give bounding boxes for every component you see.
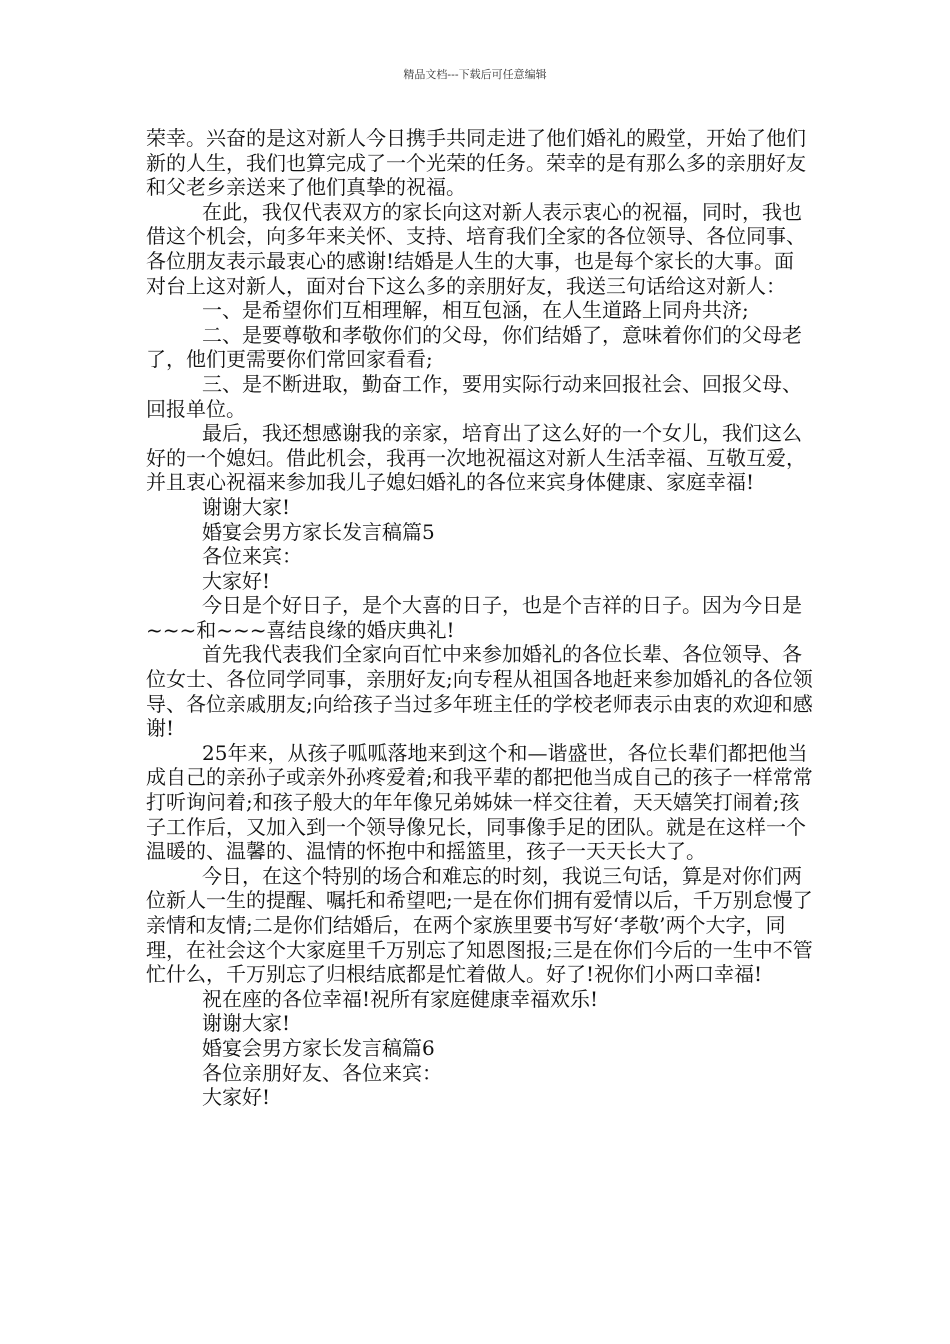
paragraph: 各位来宾： [202,544,302,569]
paragraph: 谢谢大家! [202,1011,291,1036]
paragraph: 首先我代表我们全家向百忙中来参加婚礼的各位长辈、各位领导、各位女士、各位同学同事，亲朋好友;向专程从祖国各地赶来参加婚礼的各位领导、各位亲戚朋友;向给孩子当过多年班主任的学校老师表示由衷的欢迎和感谢! [146,642,813,741]
paragraph: 二、是要尊敬和孝敬你们的父母，你们结婚了，意味着你们的父母老了，他们更需要你们常回家看看; [146,322,802,372]
paragraph: 最后，我还想感谢我的亲家，培育出了这么好的一个女儿，我们这么好的一个媳妇。借此机会，我再一次地祝福这对新人生活幸福、互敬互爱，并且衷心祝福来参加我儿子媳妇婚礼的各位来宾身体健康、家庭幸福! [146,421,806,495]
paragraph: 今日，在这个特别的场合和难忘的时刻，我说三句话，算是对你们两位新人一生的提醒、嘱托和希望吧;一是在你们拥有爱情以后，千万别怠慢了亲情和友情;二是你们结婚后，在两个家族里要书写好‘孝敬’两个大字，同理，在社会这个大家庭里千万别忘了知恩图报;三是在你们今后的一生中不管忙什么，千万别忘了归根结底都是忙着做人。好了!祝你们小两口幸福! [146,863,813,987]
paragraph: 三、是不断进取，勤奋工作，要用实际行动来回报社会、回报父母、回报单位。 [146,371,802,421]
section-heading: 婚宴会男方家长发言稿篇6 [202,1035,435,1060]
paragraph: 荣幸。兴奋的是这对新人今日携手共同走进了他们婚礼的殿堂，开始了他们新的人生，我们也算完成了一个光荣的任务。荣幸的是有那么多的亲朋好友和父老乡亲送来了他们真挚的祝福。 [146,126,806,200]
paragraph: 25年来，从孩子呱呱落地来到这个和—谐盛世，各位长辈们都把他当成自己的亲孙子或亲外孙疼爱着;和我平辈的都把他当成自己的孩子一样常常打听询问着;和孩子般大的年年像兄弟姊妹一样交往着，天天嬉笑打闹着;孩子工作后，又加入到一个领导像兄长，同事像手足的团队。就是在这样一个温暖的、温馨的、温情的怀抱中和摇篮里，孩子一天天长大了。 [146,740,813,864]
paragraph: 一、是希望你们互相理解，相互包涵，在人生道路上同舟共济; [202,298,749,323]
paragraph: 在此，我仅代表双方的家长向这对新人表示衷心的祝福，同时，我也借这个机会，向多年来关怀、支持、培育我们全家的各位领导、各位同事、各位朋友表示最衷心的感谢!结婚是人生的大事，也是每个家长的大事。面对台上这对新人，面对台下这么多的亲朋好友，我送三句话给这对新人： [146,199,806,298]
paragraph: 各位亲朋好友、各位来宾： [202,1060,442,1085]
document-body [146,126,814,1110]
paragraph: 祝在座的各位幸福!祝所有家庭健康幸福欢乐! [202,986,599,1011]
paragraph: 大家好! [202,568,271,593]
paragraph: 谢谢大家! [202,494,291,519]
paragraph: 今日是个好日子，是个大喜的日子，也是个吉祥的日子。因为今日是~~~和~~~喜结良缘的婚庆典礼! [146,593,802,642]
paragraph: 大家好! [202,1085,271,1110]
page-header: 精品文档---下载后可任意编辑 [403,68,547,81]
section-heading: 婚宴会男方家长发言稿篇5 [202,519,435,544]
